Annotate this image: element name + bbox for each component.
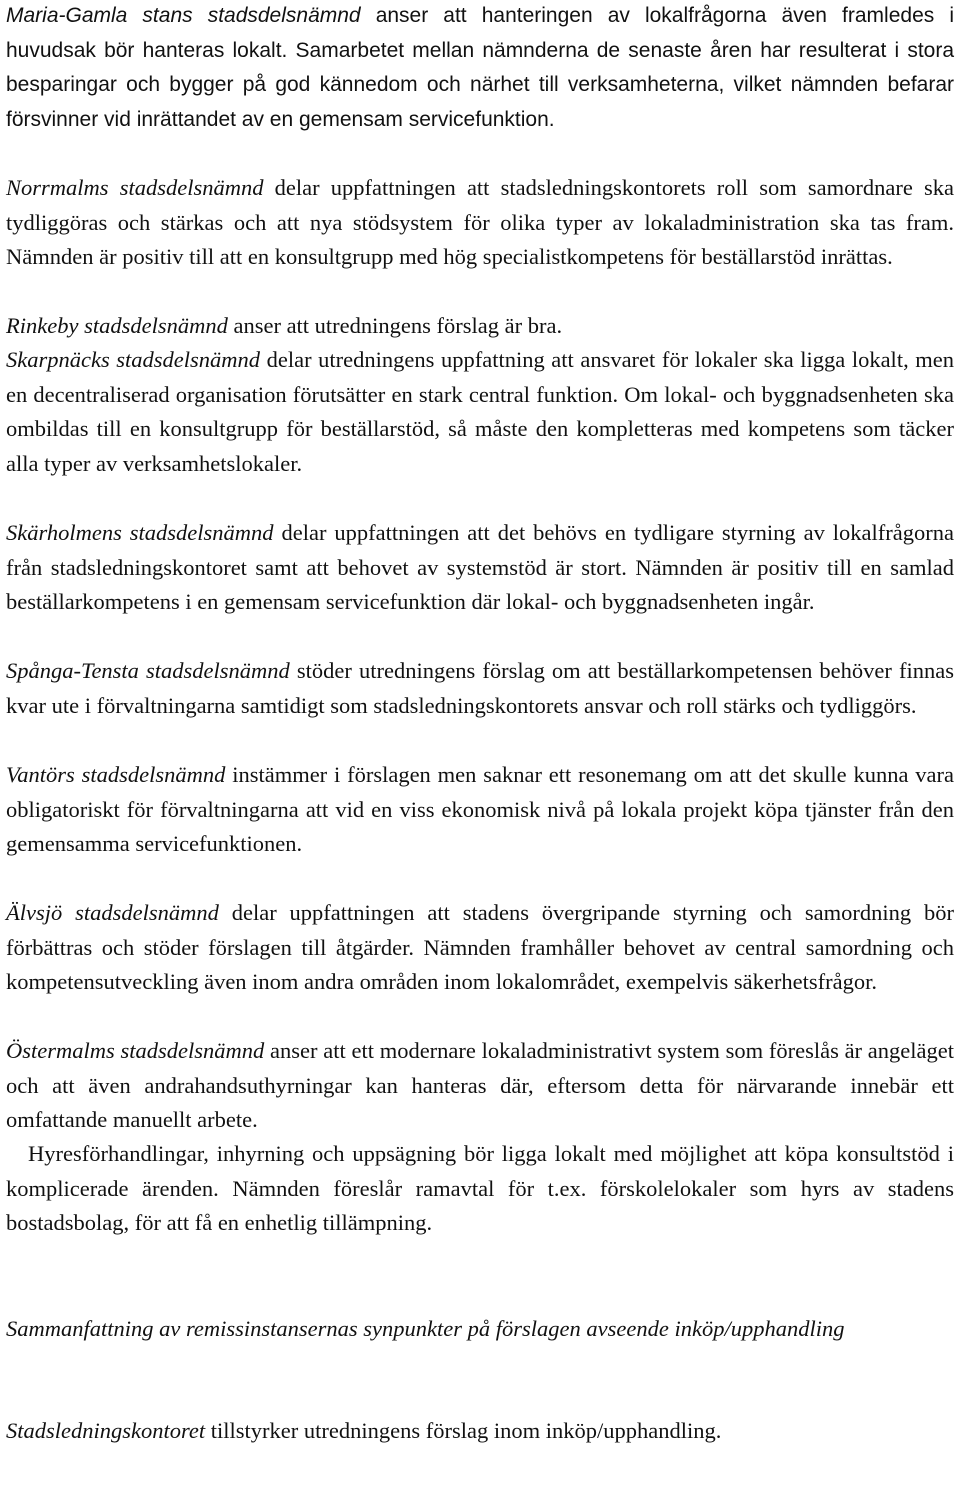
paragraph-text: delar uppfattningen att stadsledningskontorets roll som samordnare ska tydliggöras och stärkas och att nya stödsystem för olika typer av lokaladministration ska tas fram. Nämnden är positiv till att en konsultgrupp med hög specialistkompetens för beställarstöd inrättas. — [6, 175, 955, 269]
paragraph-text: tillstyrker utredningens förslag inom inköp/upphandling. — [205, 1418, 722, 1443]
entity-name: Vantörs stadsdelsnämnd — [6, 762, 226, 787]
paragraph-alvsjo — [6, 896, 954, 1000]
paragraph-text: delar utredningens uppfattning att ansvaret för lokaler ska ligga lokalt, men en decentraliserad organisation förutsätter en stark central funktion. Om lokal- och byggnadsenheten ska ombildas till en konsultgrupp för beställarstöd, så måste den kompletteras med kompetens som täcker alla typer av verksamhetslokaler. — [6, 347, 954, 476]
paragraph-stadsledningskontoret — [6, 1414, 954, 1449]
paragraph-ostermalm — [6, 1034, 954, 1138]
paragraph-text: instämmer i förslagen men saknar ett resonemang om att det skulle kunna vara obligatoriskt för förvaltningarna att vid en viss ekonomisk nivå på lokala projekt köpa tjänster från den gemensamma servicefunktionen. — [6, 762, 954, 856]
entity-name: Rinkeby stadsdelsnämnd — [6, 313, 228, 338]
paragraph-text: Samarbetet mellan nämnderna de senaste åren har resulterat i stora besparingar och bygger på god kännedom och närhet till verksamheterna, vilket nämnden befarar försvinner vid inrättandet av en gemensam servicefunktion. — [6, 38, 954, 131]
entity-name: Stadsledningskontoret — [6, 1418, 206, 1443]
paragraph-text: delar uppfattningen att det behövs en tydligare styrning av lokalfrågorna från stadsledningskontoret samt att behovet av systemstöd är stort. Nämnden är positiv till en samlad beställarkompetens i en gemensam servicefunktion där lokal- och byggnadsenheten ingår. — [6, 520, 954, 614]
section-heading: Sammanfattning av remissinstansernas synpunkter på förslagen avseende inköp/upphandling — [6, 1316, 845, 1341]
paragraph-hyresforhandlingar: Hyresförhandlingar, inhyrning och uppsägning bör ligga lokalt med möjlighet att köpa konsultstöd i komplicerade ärenden. Nämnden föreslår ramavtal för t.ex. förskolelokaler som hyrs av stadens bostadsbolag, för att få en enhetlig tillämpning. — [6, 1141, 954, 1235]
paragraph-maria-gamla — [6, 0, 954, 137]
entity-name: Maria-Gamla stans stadsdelsnämnd — [6, 4, 361, 27]
paragraph-skarholmen — [6, 516, 954, 620]
paragraph-vantor — [6, 758, 954, 862]
paragraph-spanga-tensta — [6, 654, 954, 723]
paragraph-rinkeby — [6, 309, 954, 344]
paragraph-text: anser att ett modernare lokaladministrativt system som föreslås är angeläget och att även andrahandsuthyrningar kan hanteras där, eftersom detta för närvarande innebär ett omfattande manuellt arbete. — [6, 1038, 954, 1132]
paragraph-norrmalm — [6, 171, 954, 275]
entity-name: Skarpnäcks stadsdelsnämnd — [6, 347, 261, 372]
entity-name: Östermalms stadsdelsnämnd — [6, 1038, 265, 1063]
entity-name: Norrmalms stadsdelsnämnd — [6, 175, 264, 200]
entity-name: Skärholmens stadsdelsnämnd — [6, 520, 274, 545]
paragraph-text: anser att hanteringen av lokalfrågorna även framledes i huvudsak bör hanteras lokalt. — [6, 4, 954, 62]
paragraph-text: anser att utredningens förslag är bra. — [227, 313, 563, 338]
paragraph-text: delar uppfattningen att stadens övergripande styrning och samordning bör förbättras och stöder förslagen till åtgärder. Nämnden framhåller behovet av central samordning och kompetensutveckling även inom andra områden inom lokalområdet, exempelvis säkerhetsfrågor. — [6, 900, 954, 994]
entity-name: Älvsjö stadsdelsnämnd — [6, 900, 219, 925]
entity-name: Spånga-Tensta stadsdelsnämnd — [6, 658, 290, 683]
paragraph-text: stöder utredningens förslag om att beställarkompetensen behöver finnas kvar ute i förvaltningarna samtidigt som stadsledningskontorets ansvar och roll stärks och tydliggörs. — [6, 658, 954, 718]
paragraph-skarpnack — [6, 343, 954, 481]
